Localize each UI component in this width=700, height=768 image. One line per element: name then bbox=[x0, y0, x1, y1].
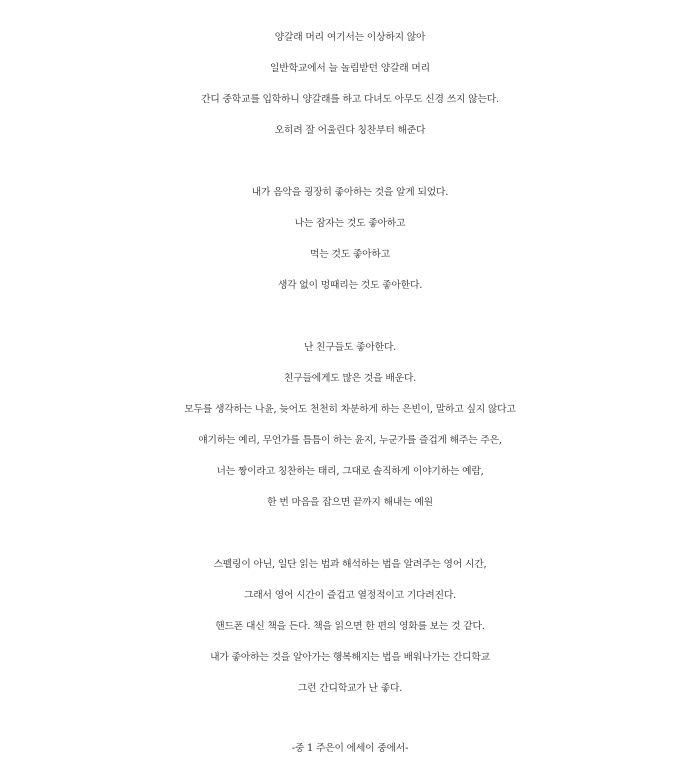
essay-line: 내가 음악을 굉장히 좋아하는 것을 알게 되었다. bbox=[251, 187, 449, 198]
essay-line: 너는 짱이라고 칭찬하는 태리, 그대로 솔직하게 이야기하는 예람, bbox=[216, 466, 484, 477]
essay-line: 핸드폰 대신 책을 든다. 책을 읽으면 한 편의 영화를 보는 것 같다. bbox=[215, 621, 485, 632]
essay-line: 먹는 것도 좋아하고 bbox=[310, 249, 390, 260]
essay-line: 내가 좋아하는 것을 알아가는 행복해지는 법을 배워나가는 간디학교 bbox=[210, 652, 490, 663]
essay-line: 일반학교에서 늘 놀림받던 양갈래 머리 bbox=[270, 63, 430, 74]
essay-line: 스펠링이 아닌, 일단 읽는 법과 해석하는 법을 알려주는 영어 시간, bbox=[213, 559, 487, 570]
essay-line: 그래서 영어 시간이 즐겁고 열정적이고 기다려진다. bbox=[243, 590, 457, 601]
stanza-2 bbox=[0, 177, 700, 301]
essay-line: 양갈래 머리 여기서는 이상하지 않아 bbox=[274, 32, 426, 43]
essay-line: 생각 없이 멍때리는 것도 좋아한다. bbox=[277, 280, 423, 291]
essay-line: 친구들에게도 많은 것을 배운다. bbox=[283, 373, 417, 384]
essay-line: 오히려 잘 어울린다 칭찬부터 해준다 bbox=[274, 125, 426, 136]
stanza-1 bbox=[0, 22, 700, 146]
essay-signature: -중 1 주은이 에세이 중에서- bbox=[291, 743, 409, 754]
stanza-3 bbox=[0, 332, 700, 518]
essay-line: 한 번 마음을 잡으면 끝까지 해내는 예원 bbox=[267, 497, 433, 508]
essay-line: 얘기하는 예리, 무언가를 틈틈이 하는 윤지, 누군가를 즐겁게 해주는 주은, bbox=[198, 435, 502, 446]
essay-line: 모두를 생각하는 나윤, 늦어도 천천히 차분하게 하는 은빈이, 말하고 싶지 않다고 bbox=[184, 404, 516, 415]
essay-line: 그런 간디학교가 난 좋다. bbox=[297, 683, 403, 694]
essay-line: 나는 잠자는 것도 좋아하고 bbox=[294, 218, 406, 229]
stanza-4 bbox=[0, 549, 700, 704]
essay-line: 난 친구들도 좋아한다. bbox=[303, 342, 397, 353]
essay-line: 간디 중학교를 입학하니 양갈래를 하고 다녀도 아무도 신경 쓰지 않는다. bbox=[201, 94, 499, 105]
